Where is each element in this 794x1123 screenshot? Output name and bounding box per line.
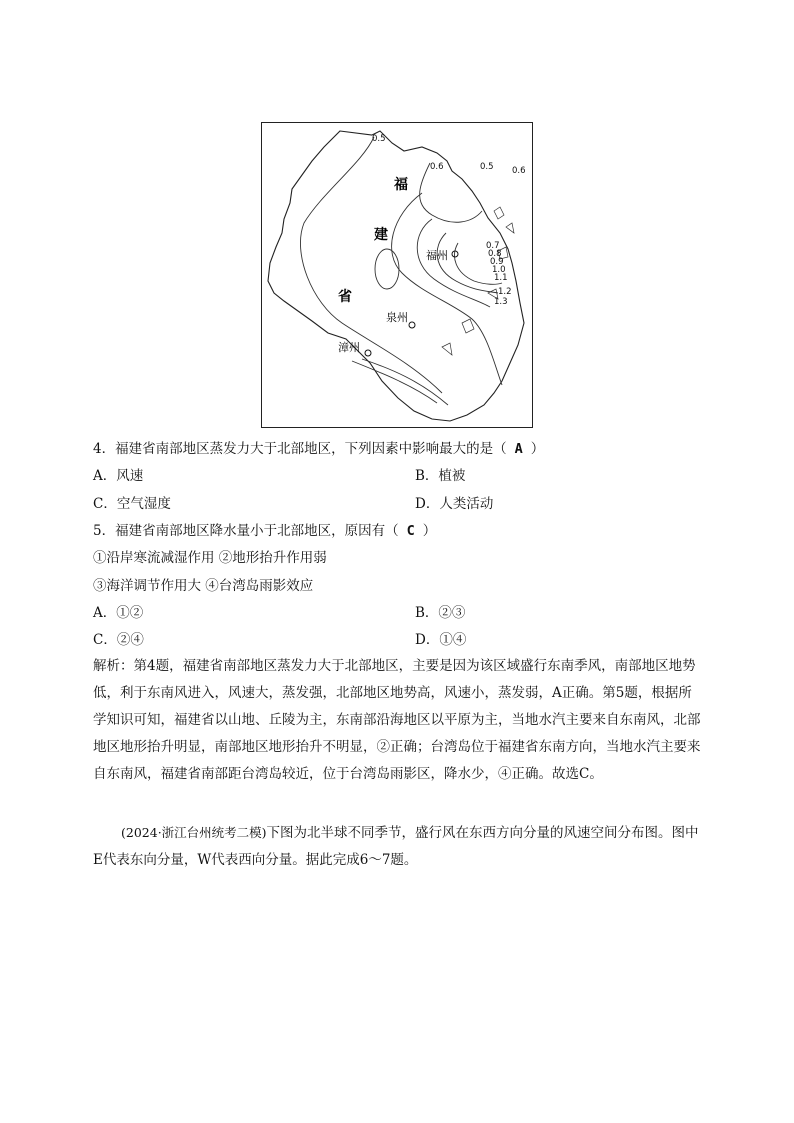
svg-text:0.7: 0.7 [486,241,500,251]
svg-text:0.5: 0.5 [480,162,494,172]
q5-statements-1: ①沿岸寒流减湿作用 ②地形抬升作用弱 [93,550,327,566]
q5-option-b: B．②③ [415,605,466,621]
source-note: (2024·浙江台州统考二模) [121,825,267,840]
city-label-zhangzhou: 漳州 [338,341,360,354]
q5-statements-2: ③海洋调节作用大 ④台湾岛雨影效应 [93,578,314,594]
svg-text:1.2: 1.2 [498,287,512,297]
q4-option-b: B．植被 [415,468,466,484]
province-char-2: 建 [374,227,388,243]
fujian-isoline-map [261,122,533,428]
svg-text:0.6: 0.6 [512,166,526,176]
q5-option-c: C．②④ [93,632,144,648]
next-questions-intro: (2024·浙江台州统考二模)下图为北半球不同季节，盛行风在东西方向分量的风速空间分布图。图中E代表东向分量，W代表西向分量。据此完成6～7题。 [93,825,699,868]
province-char-3: 省 [338,289,352,305]
q5-option-d: D．①④ [415,632,467,648]
city-label-quanzhou: 泉州 [386,311,408,324]
map-drawing [262,123,534,429]
svg-text:1.1: 1.1 [494,273,508,283]
quanzhou-dot [409,322,415,328]
svg-text:0.5: 0.5 [372,134,386,144]
question-5-answer: C [406,523,415,539]
q4-option-c: C．空气湿度 [93,496,171,512]
isoline-labels [372,134,526,307]
svg-text:0.9: 0.9 [490,257,504,267]
analysis-paragraph: 解析：第4题，福建省南部地区蒸发力大于北部地区，主要是因为该区域盛行东南季风，南部地区地势低，利于东南风进入，风速大，蒸发强，北部地区地势高，风速小，蒸发弱，A正确。第5题，根据所学知识可知，福建省以山地、丘陵为主，东南部沿海地区以平原为主，当地水汽主要来自东南风，北部地区地形抬升明显，南部地区地形抬升不明显，②正确；台湾岛位于福建省东南方向，当地水汽主要来自东南风，福建省南部距台湾岛较近，位于台湾岛雨影区，降水少，④正确。故选C。 [93,658,701,782]
q4-option-a: A．风速 [93,468,144,484]
province-char-1: 福 [394,177,408,193]
svg-text:1.0: 1.0 [492,265,506,275]
svg-text:0.6: 0.6 [430,162,444,172]
q5-option-a: A．①② [93,605,144,621]
svg-text:0.8: 0.8 [488,249,502,259]
question-5-stem: 5．福建省南部地区降水量小于北部地区，原因有（ C ） [93,523,437,539]
question-4-answer: A [514,441,523,457]
svg-text:1.3: 1.3 [494,297,508,307]
zhangzhou-dot [365,350,371,356]
city-label-fuzhou: 福州 [426,249,448,262]
q4-option-d: D．人类活动 [415,496,494,512]
question-4-stem: 4．福建省南部地区蒸发力大于北部地区，下列因素中影响最大的是（ A ） [93,441,545,457]
province-outline [268,131,524,421]
